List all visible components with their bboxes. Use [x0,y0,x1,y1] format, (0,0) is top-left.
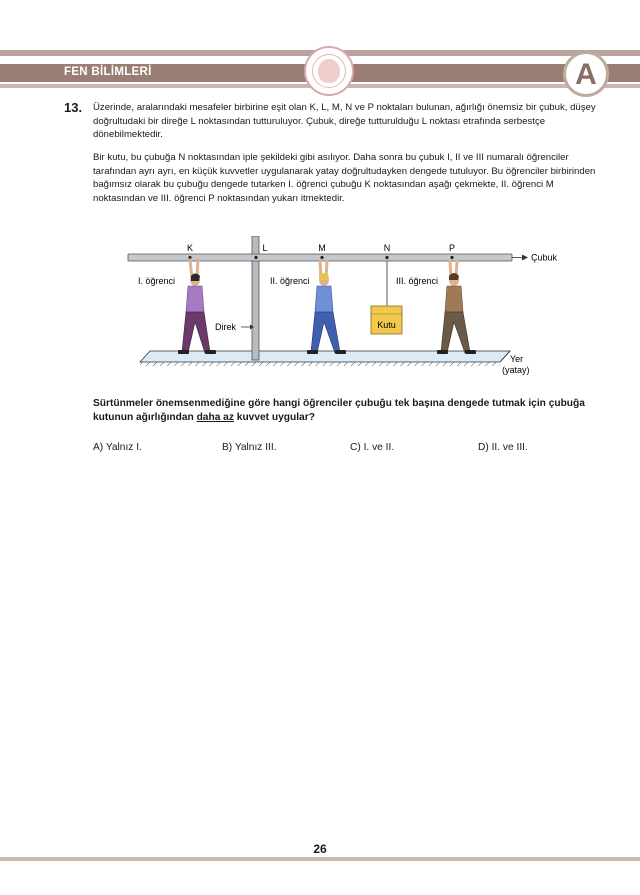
page-number: 26 [313,842,327,856]
student-2-label: II. öğrenci [270,276,310,286]
question-paragraph-1: Üzerinde, aralarındaki mesafeler birbirine eşit olan K, L, M, N ve P noktaları bulunan, ağırlığı önemsiz bir çubuk, düşey doğrultudaki bir direğe L noktasından tutturuluyor. Çubuk, direğe tutturulduğu L noktası etrafında serbestçe dönebilmektedir. [93,102,596,141]
option-letter: D) [478,442,489,453]
booklet-badge [563,51,609,97]
point-label-l: L [262,243,268,253]
student-1-label: I. öğrenci [138,276,176,286]
booklet-letter: A [575,58,597,91]
student-2-figure [307,261,346,354]
question-paragraph-2: Bir kutu, bu çubuğa N noktasından iple şekildeki gibi asılıyor. Daha sonra bu çubuk I, II ve III numaralı öğrenciler tarafından ayrı ayrı, en küçük kuvvetler uygulanarak yatay doğrultudayken dengede tutuluyor. Bu öğrenciler birbirinden bağımsız olarak bu çubuğu dengede tutarken I. öğrenci çubuğu K noktasından aşağı çekmekte, II. öğrenci M noktasından ve III. öğrenci P noktasından yukarı itmektedir. [93,152,596,204]
student-3-label: III. öğrenci [396,276,439,286]
subject-title: FEN BİLİMLERİ [64,66,152,78]
ground-label: Yer [510,354,524,364]
point-dot-p [450,256,453,259]
rod-label: Çubuk [531,252,558,263]
student-1-figure [178,260,216,354]
point-dot-m [320,256,323,259]
point-dot-l [254,256,257,259]
option-d[interactable] [478,442,528,453]
option-text: Yalnız I. [105,442,142,453]
prompt-part-1: Sürtünmeler önemsenmediğine göre hangi öğrenciler çubuğu tek başına dengede tutmak için çubuğa kutunun ağırlığından [93,398,585,423]
question-prompt [93,397,601,425]
footer-band [0,857,640,861]
ground-note: (yatay) [502,365,530,375]
option-text: Yalnız III. [234,442,277,453]
option-letter: A) [93,442,104,453]
student-3-figure [437,261,476,354]
ministry-seal-icon [304,46,354,96]
prompt-part-2: kuvvet uygular? [233,412,315,423]
pole-label: Direk [215,322,237,332]
floor [140,351,510,362]
option-letter: C) [350,442,361,453]
option-c[interactable] [350,442,394,453]
option-b[interactable] [222,442,277,453]
option-letter: B) [222,442,233,453]
option-text: II. ve III. [491,442,528,453]
box-label: Kutu [377,320,396,330]
page-header [0,0,640,100]
prompt-underlined: daha az [196,412,234,423]
point-label-p: P [448,243,456,253]
rod-pole-figure [120,236,570,378]
rod-arrow-icon [522,255,528,261]
question-number: 13. [64,100,83,115]
point-label-m: M [318,243,326,253]
point-label-n: N [383,243,391,253]
point-dot-n [385,256,388,259]
point-label-k: K [186,243,194,253]
option-text: I. ve II. [363,442,395,453]
option-a[interactable] [93,442,142,453]
floor-hatch [140,362,500,366]
